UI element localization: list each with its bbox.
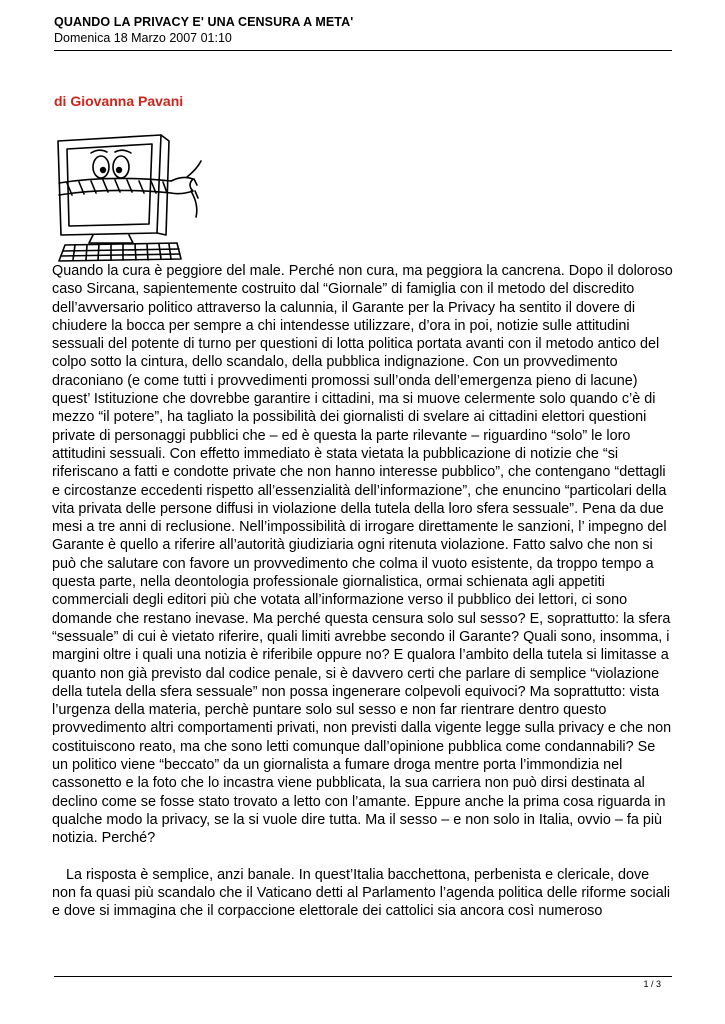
- document-title: QUANDO LA PRIVACY E' UNA CENSURA A META': [54, 15, 354, 29]
- header-divider: [54, 50, 672, 51]
- article-author: di Giovanna Pavani: [54, 93, 184, 109]
- article-paragraph: Quando la cura è peggiore del male. Perché non cura, ma peggiora la cancrena. Dopo il doloroso caso Sircana, sapientemente costruito dal “Giornale” di famiglia con il metodo del discredito dell’avversario politico attraverso la calunnia, il Garante per la Privacy ha sentito il dovere di chiudere la bocca per sempre a chi intendesse utilizzare, d’ora in poi, notizie sulle attitudini sessuali del potente di turno per questioni di lotta politica portata avanti con il metodo antico del colpo sotto la cintura, dello scandalo, della pubblica indignazione. Con un provvedimento draconiano (e come tutti i provvedimenti promossi sull’onda dell’emergenza pieno di lacune) quest’ Istituzione che dovrebbe garantire i cittadini, ma si muove celermente solo quando c’è di mezzo “il potere”, ha tagliato la possibilità dei giornalisti di svelare ai cittadini elettori questioni private di personaggi pubblici che – ed è questa la parte rilevante – riguardino “solo” le loro attitudini sessuali. Con effetto immediato è stata vietata la pubblicazione di notizie che “si riferiscano a fatti e condotte private che non hanno interesse pubblico”, che contengano “dettagli e circostanze eccedenti rispetto all’essenzialità dell’informazione”, che enuncino “particolari della vita privata delle persone diffusi in violazione della tutela della loro sfera sessuale”. Pena da due mesi a tre anni di reclusione. Nell’impossibilità di irrogare direttamente le sanzioni, l’ impegno del Garante è quello a riferire all’autorità giudiziaria ogni ritenuta violazione. Fatto salvo che non si può che salutare con favore un provvedimento che colma il vuoto esistente, da troppo tempo a questa parte, nella deontologia professionale giornalistica, ormai schienata agli appetiti commerciali degli editori più che votata all’informazione verso il pubblico dei lettori, ci sono domande che restano inevase. Ma perché questa censura solo sul sesso? E, soprattutto: la sfera “sessuale” di cui è vietato riferire, quali limiti avrebbe secondo il Garante? Quali sono, insomma, i margini oltre i quali una notizia è riferibile oppure no? E qualora l’ambito della tutela si limitasse a quanto non già previsto dal codice penale, si è davvero certi che parlare di semplice “violazione della tutela della sfera sessuale” non possa ingenerare colpevoli equivoci? Ma soprattutto: vista l’urgenza della materia, perchè puntare solo sul sesso e non far rientrare dentro questo provvedimento altri comportamenti privati, non previsti dalla vigente legge sulla privacy e che non costituiscono reato, ma che sono letti comunque dall’opinione pubblica come condannabili? Se un politico viene “beccato” da un giornalista a fumare droga mentre porta l’immondizia nel cassonetto e la foto che lo incastra viene pubblicata, la sua carriera non può dirsi destinata al declino come se fosse stato trovato a letto con l’amante. Eppure anche la prima cosa riguarda in qualche modo la privacy, se la si vuole dire tutta. Ma il sesso – e non solo in Italia, ovvio – fa più notizia. Perché?: [52, 263, 673, 847]
- article-body: [52, 262, 675, 921]
- document-header: [54, 14, 672, 46]
- gagged-computer-icon: [53, 131, 203, 263]
- footer-divider: [54, 976, 672, 977]
- document-date: Domenica 18 Marzo 2007 01:10: [54, 31, 232, 45]
- page-number: 1 / 3: [643, 979, 661, 989]
- article-paragraph: La risposta è semplice, anzi banale. In quest’Italia bacchettona, perbenista e clericale, dove non fa quasi più scandalo che il Vaticano detti al Parlamento l’agenda politica delle riforme sociali e dove si immagina che il corpaccione elettorale dei cattolici sia ancora così numeroso: [52, 866, 671, 920]
